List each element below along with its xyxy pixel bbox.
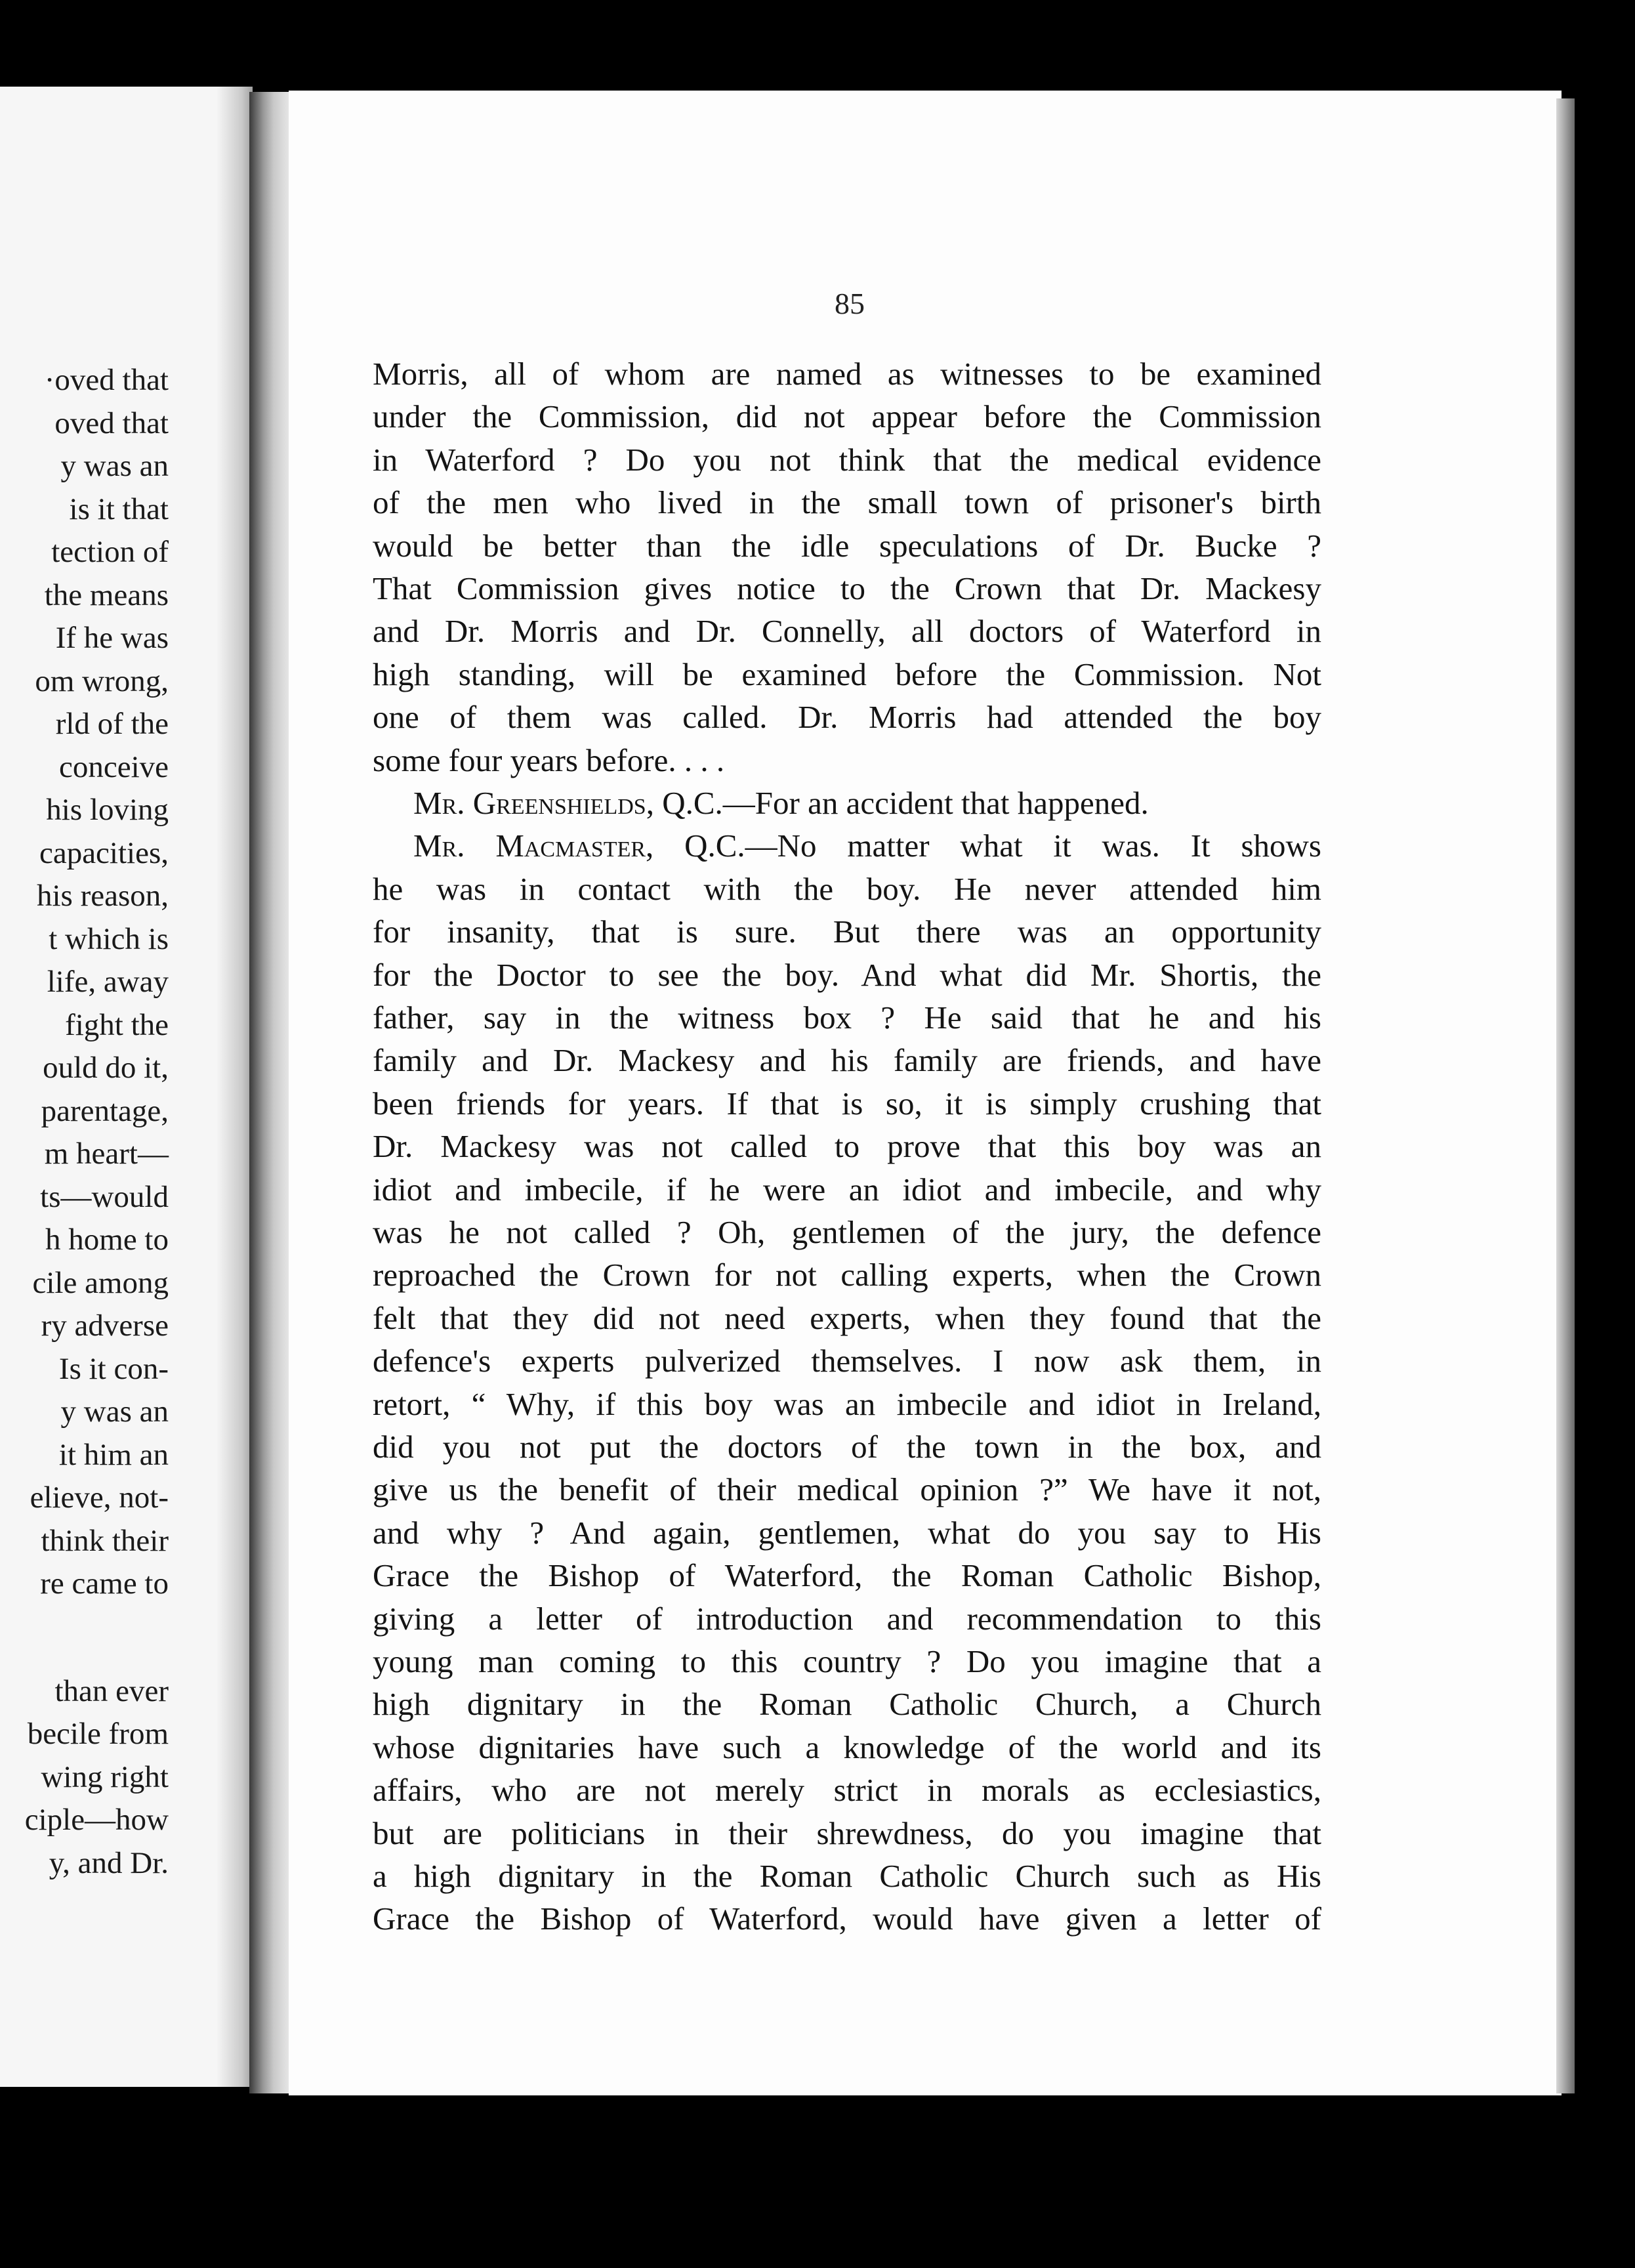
speaker-name: Mr. Greenshields (413, 785, 646, 821)
body-text-line: family and Dr. Mackesy and his family are friends, and have (373, 1042, 1321, 1079)
left-page-line: life, away (47, 965, 169, 999)
left-page-line: think their (41, 1523, 169, 1558)
left-page-line: y, and Dr. (49, 1845, 169, 1880)
body-text-line: high standing, will be examined before the Commission. Not (373, 656, 1321, 692)
left-page-line: becile from (27, 1717, 169, 1751)
body-text-line: Mr. Greenshields, Q.C.—For an accident that happened. (413, 785, 1149, 821)
left-page-line: om wrong, (35, 663, 169, 698)
body-text-line: retort, “ Why, if this boy was an imbecile and idiot in Ireland, (373, 1385, 1321, 1422)
body-text-line: Grace the Bishop of Waterford, the Roman Catholic Bishop, (373, 1557, 1321, 1594)
body-text-line: That Commission gives notice to the Crown that Dr. Mackesy (373, 570, 1321, 606)
left-page-line: fight the (65, 1007, 169, 1042)
body-text-line: give us the benefit of their medical opinion ?” We have it not, (373, 1471, 1321, 1508)
right-page-edge (1556, 98, 1575, 2093)
body-text-line: high dignitary in the Roman Catholic Church, a Church (373, 1686, 1321, 1723)
left-page-line: re came to (40, 1566, 169, 1601)
left-page-line: capacities, (39, 835, 169, 870)
left-page-line: conceive (58, 749, 169, 784)
body-text-line: some four years before. . . . (373, 742, 725, 778)
body-text-line: whose dignitaries have such a knowledge of the world and its (373, 1729, 1321, 1765)
left-page-line: is it that (69, 492, 169, 526)
left-page-line: cile among (32, 1265, 169, 1300)
body-text-line: for the Doctor to see the boy. And what did Mr. Shortis, the (373, 956, 1321, 993)
left-page-line: y was an (60, 449, 169, 483)
left-page-line: rld of the (55, 707, 169, 741)
body-text-line: young man coming to this country ? Do you imagine that a (373, 1643, 1321, 1679)
left-page-line: the means (44, 578, 169, 612)
body-text-line: under the Commission, did not appear before the Commission (373, 398, 1321, 435)
page-number: 85 (835, 287, 865, 320)
body-text-line: he was in contact with the boy. He never attended him (373, 870, 1321, 907)
left-page-fragment (0, 87, 253, 2087)
left-page-line: elieve, not- (30, 1480, 169, 1515)
body-text-line: would be better than the idle speculations of Dr. Bucke ? (373, 527, 1321, 564)
left-page-line: oved that (54, 406, 169, 440)
body-text-line: Morris, all of whom are named as witnesses to be examined (373, 356, 1321, 392)
left-page-line: tection of (51, 535, 169, 569)
body-text-line: Grace the Bishop of Waterford, would have given a letter of (373, 1900, 1321, 1937)
left-page-line: ciple—how (24, 1803, 169, 1837)
body-text-line: for insanity, that is sure. But there was an opportunity (373, 914, 1321, 950)
body-text-line: and Dr. Morris and Dr. Connelly, all doctors of Waterford in (373, 613, 1321, 650)
speaker-name: Mr. Macmaster (413, 828, 646, 864)
left-page-line: ts—would (40, 1179, 169, 1214)
body-text-line: a high dignitary in the Roman Catholic Church such as His (373, 1858, 1321, 1894)
left-page-line: ould do it, (43, 1051, 169, 1085)
body-text-line: one of them was called. Dr. Morris had attended the boy (373, 699, 1321, 736)
left-page-line: his reason, (36, 879, 169, 913)
left-page-line: parentage, (41, 1093, 169, 1128)
body-text-line: reproached the Crown for not calling experts, when the Crown (373, 1257, 1321, 1293)
left-page-line: it him an (58, 1437, 169, 1472)
page-curve-shadow (217, 87, 253, 2087)
body-text-line: Dr. Mackesy was not called to prove that this boy was an (373, 1128, 1321, 1165)
body-text-line: was he not called ? Oh, gentlemen of the jury, the defence (373, 1214, 1321, 1250)
body-text-line: giving a letter of introduction and recommendation to this (373, 1600, 1321, 1637)
left-page-line: If he was (55, 621, 169, 655)
left-page-line: than ever (54, 1673, 169, 1708)
left-page-line: ·oved that (44, 363, 169, 397)
body-text-line: of the men who lived in the small town of prisoner's birth (373, 484, 1321, 521)
left-page-line: h home to (45, 1223, 169, 1257)
body-text-line: been friends for years. If that is so, it is simply crushing that (373, 1085, 1321, 1122)
left-page-line: Is it con- (58, 1351, 169, 1386)
left-page-line: his loving (46, 793, 169, 827)
left-page-line: wing right (41, 1759, 169, 1794)
body-text-line: felt that they did not need experts, when they found that the (373, 1299, 1321, 1336)
body-text-line: but are politicians in their shrewdness, do you imagine that (373, 1815, 1321, 1851)
left-page-line: t which is (49, 921, 169, 956)
body-text-line: affairs, who are not merely strict in morals as ecclesiastics, (373, 1772, 1321, 1809)
book-gutter (249, 92, 290, 2093)
body-text-line: idiot and imbecile, if he were an idiot and imbecile, and why (373, 1171, 1321, 1208)
body-text-line: in Waterford ? Do you not think that the medical evidence (373, 441, 1321, 478)
body-text-line: Mr. Macmaster, Q.C.—No matter what it was. It shows (413, 828, 1321, 864)
left-page-line: ry adverse (41, 1309, 169, 1343)
body-text-line: defence's experts pulverized themselves. I now ask them, in (373, 1343, 1321, 1379)
body-text-line: did you not put the doctors of the town in the box, and (373, 1429, 1321, 1465)
left-page-line: y was an (60, 1395, 169, 1429)
body-text-line: and why ? And again, gentlemen, what do you say to His (373, 1514, 1321, 1551)
left-page-line: m heart— (44, 1137, 169, 1171)
body-text-line: father, say in the witness box ? He said that he and his (373, 999, 1321, 1036)
